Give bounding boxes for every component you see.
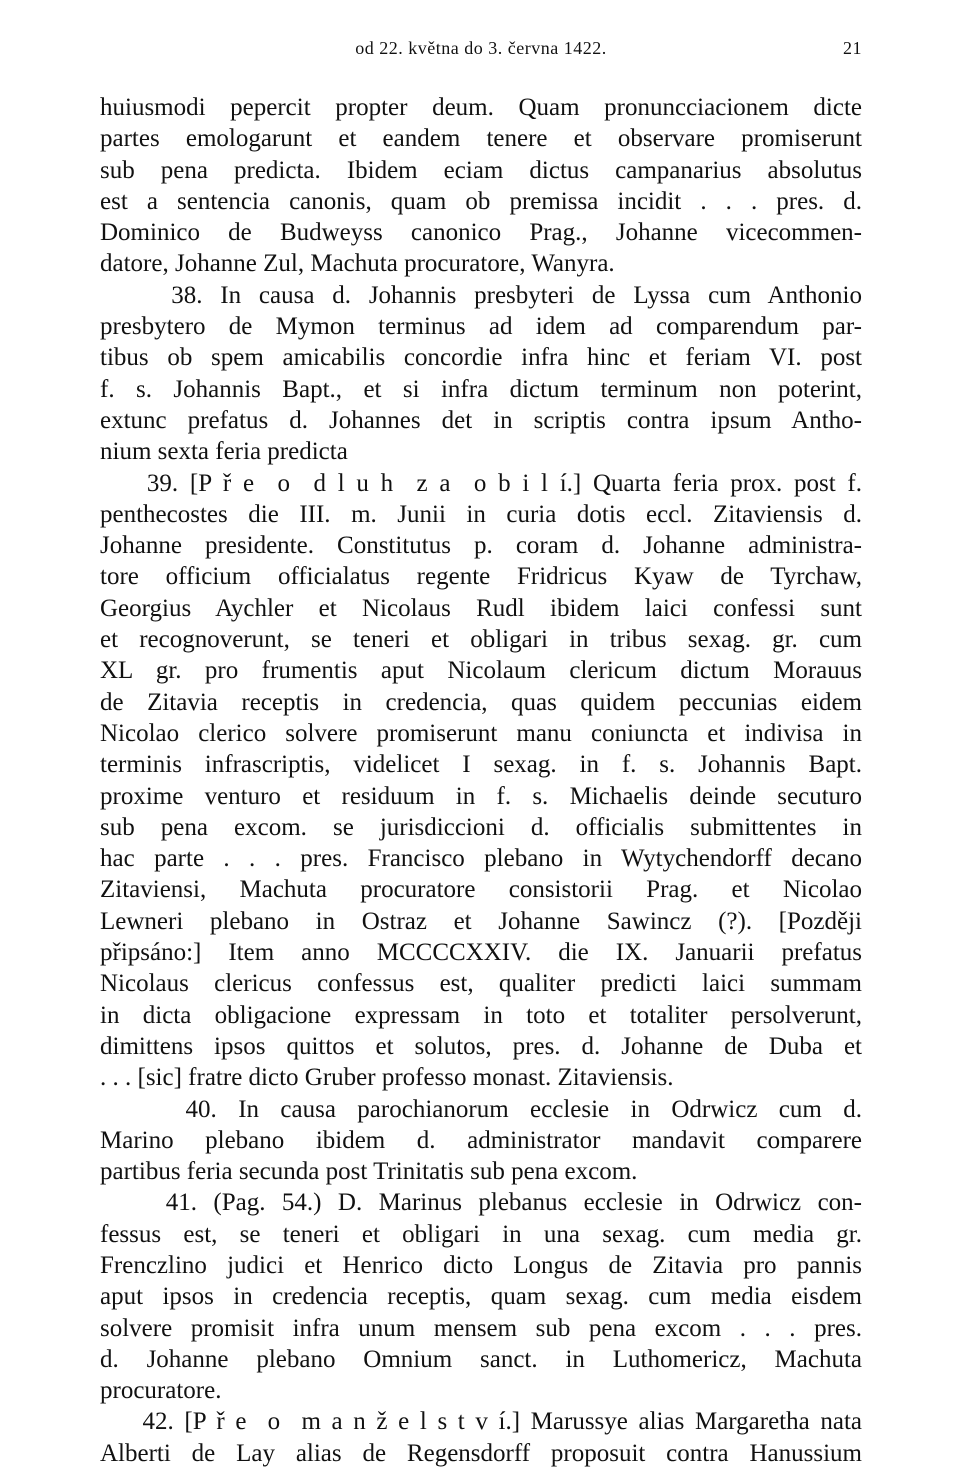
text-line: Nicolao clerico solvere promiserunt manu coniuncta et indivisa in [100,719,862,747]
text-line: hac parte . . . pres. Francisco plebano in Wytychendorff decano [100,845,862,873]
text-line: tore officium officialatus regente Fridricus Kyaw de Tyrchaw, [100,563,862,591]
text-line: procuratore. [100,1377,222,1405]
text-line: 41. (Pag. 54.) D. Marinus plebanus ecclesie in Odrwicz con- [100,1189,862,1217]
text-line: Dominico de Budweyss canonico Prag., Johanne vicecommen- [100,219,862,247]
text-line: 39. [P ř e o d l u h z a o b i l í.] Quarta feria prox. post f. [100,469,862,497]
text-line: presbytero de Mymon terminus ad idem ad comparendum par- [100,313,862,341]
text-line: fessus est, se teneri et obligari in una sexag. cum media gr. [100,1220,862,1248]
text-line: 42. [P ř e o m a n ž e l s t v í.] Marussye alias Margaretha nata [100,1408,862,1436]
text-line: Nicolaus clericus confessus est, qualiter predicti laici summam [100,970,862,998]
body-text [100,92,862,1469]
text-line: f. s. Johannis Bapt., et si infra dictum terminum non poterint, [100,375,862,403]
text-line: Frenczlino judici et Henrico dicto Longus de Zitavia pro pannis [100,1251,862,1279]
text-line: partibus feria secunda post Trinitatis sub pena excom. [100,1158,638,1186]
text-line: solvere promisit infra unum mensem sub pena excom . . . pres. [100,1314,862,1342]
text-line: aput ipsos in credencia receptis, quam sexag. cum media eisdem [100,1283,862,1311]
text-line: penthecostes die III. m. Junii in curia dotis eccl. Zitaviensis d. [100,500,862,528]
text-line: est a sentencia canonis, quam ob premissa incidit . . . pres. d. [100,187,862,215]
text-line: dimittens ipsos quittos et solutos, pres. d. Johanne de Duba et [100,1032,862,1060]
text-line: extunc prefatus d. Johannes det in scriptis contra ipsum Antho- [100,406,862,434]
text-line: Marino plebano ibidem d. administrator mandavit comparere [100,1126,862,1154]
text-line: datore, Johanne Zul, Machuta procuratore, Wanyra. [100,250,615,278]
text-line: sub pena predicta. Ibidem eciam dictus campanarius absolutus [100,156,862,184]
text-line: Georgius Aychler et Nicolaus Rudl ibidem laici confessi sunt [100,594,862,622]
text-line: terminis infrascriptis, videlicet I sexag. in f. s. Johannis Bapt. [100,751,862,779]
text-line: nium sexta feria predicta [100,438,348,466]
text-line: XL gr. pro frumentis aput Nicolaum clericum dictum Morauus [100,657,862,685]
running-title: od 22. května do 3. června 1422. [355,38,607,58]
text-line: Zitaviensi, Machuta procuratore consistorii Prag. et Nicolao [100,876,862,904]
text-line: et recognoverunt, se teneri et obligari in tribus sexag. gr. cum [100,626,862,654]
text-line: d. Johanne plebano Omnium sanct. in Luthomericz, Machuta [100,1345,862,1373]
text-line: huiusmodi pepercit propter deum. Quam pronuncciacionem dicte [100,94,862,121]
text-line: připsáno:] Item anno MCCCCXXIV. die IX. Januarii prefatus [100,939,862,967]
text-line: 38. In causa d. Johannis presbyteri de Lyssa cum Anthonio [100,281,862,309]
text-line: Alberti de Lay alias de Regensdorff proposuit contra Hanussium [100,1439,862,1467]
running-head [100,38,862,68]
text-line: partes emologarunt et eandem tenere et observare promiserunt [100,125,862,153]
page-number: 21 [843,38,862,58]
text-line: de Zitavia receptis in credencia, quas quidem peccunias eidem [100,688,862,716]
text-line: 40. In causa parochianorum ecclesie in Odrwicz cum d. [100,1095,862,1123]
text-line: . . . [sic] fratre dicto Gruber professo monast. Zitaviensis. [100,1064,674,1092]
text-line: tibus ob spem amicabilis concordie infra hinc et feriam VI. post [100,344,862,372]
text-line: sub pena excom. se jurisdiccioni d. officialis submittentes in [100,813,862,841]
text-line: in dicta obligacione expressam in toto et totaliter persolverunt, [100,1001,862,1029]
text-line: Johanne presidente. Constitutus p. coram d. Johanne administra- [100,532,862,560]
text-line: Lewneri plebano in Ostraz et Johanne Sawincz (?). [Později [100,907,862,935]
text-line: proxime venturo et residuum in f. s. Michaelis deinde secuturo [100,782,862,810]
